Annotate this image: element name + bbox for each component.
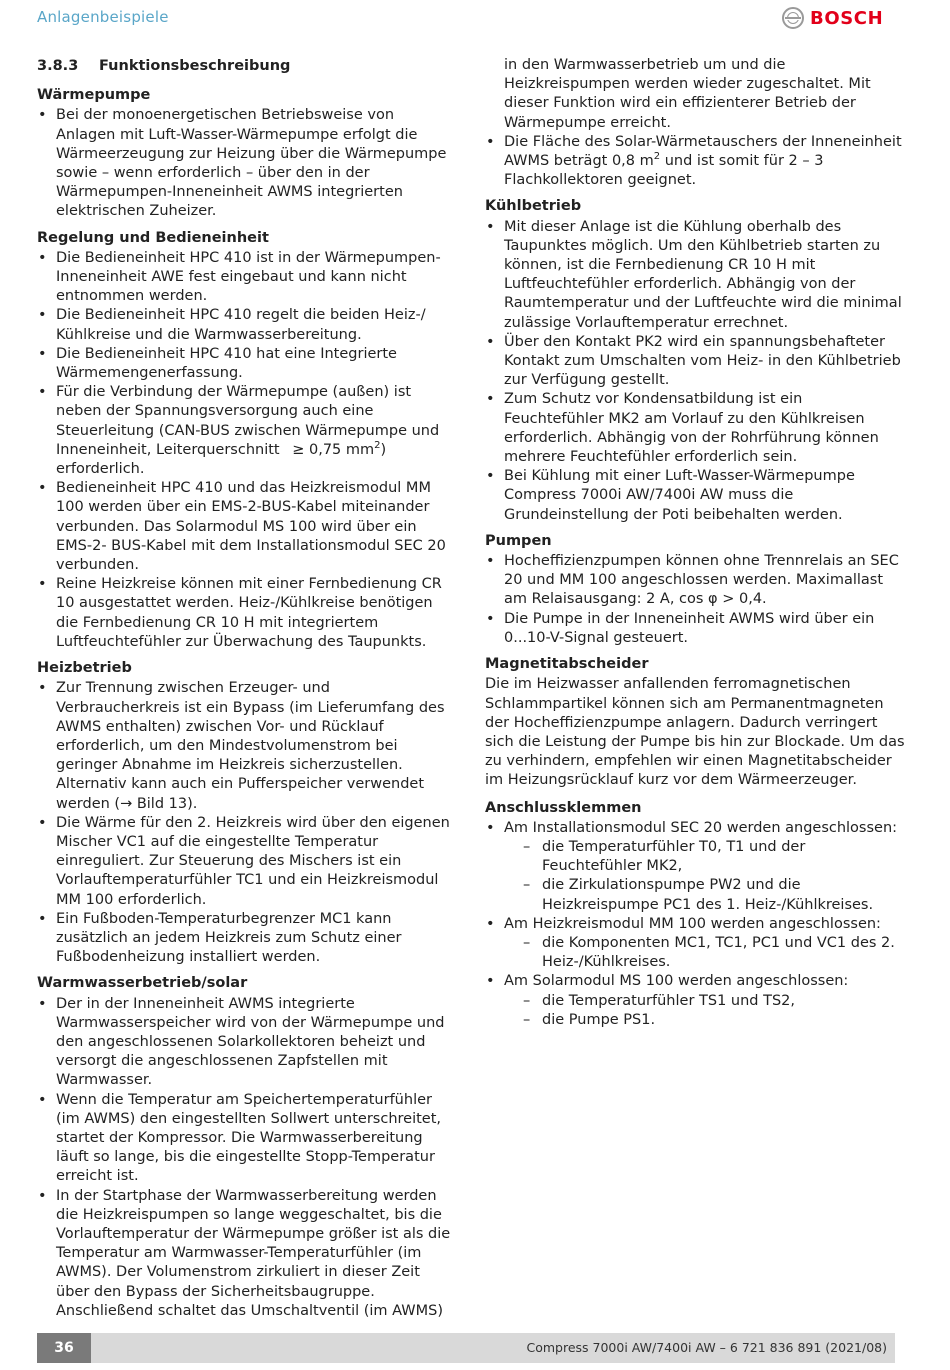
page-number: 36 [37,1333,91,1363]
list-item [485,972,905,1030]
list-warmwasser-continued [485,56,905,190]
list-kuehlbetrieb [485,218,905,525]
list-item: • Die Bedieneinheit HPC 410 regelt die beiden Heiz-/ Kühlkreise und die Warmwasserbereitung. [37,306,457,344]
list-item: • Der in der Inneneinheit AWMS integrierte Warmwasserspeicher wird von der Wärmepumpe und den angeschlossenen Solarkollektoren beheizt und versorgt die angeschlossenen Zapfstellen mit Warmwasser. [37,995,457,1091]
right-column [485,56,905,1034]
list-item [485,819,905,915]
section-heading [37,57,457,76]
list-item: • Die Wärme für den 2. Heizkreis wird über den eigenen Mischer VC1 auf die eingestellte Temperatur einreguliert. Zur Steuerung des Mischers ist ein Vorlauftemperaturfühler TC1 und ein Heizkreismodul MM 100 erforderlich. [37,814,457,910]
list-item: • In der Startphase der Warmwasserbereitung werden die Heizkreispumpen so lange weggeschaltet, bis die Vorlauftemperatur der Wärmepumpe größer ist als die Temperatur am Warmwasser-Temperaturfühler (im AWMS). Der Volumenstrom zirkuliert in dieser Zeit über den Bypass der Sicherheitsbaugruppe. Anschließend schaltet das Umschaltventil (im AWMS) [37,1187,457,1321]
list-item: • Hocheffizienzpumpen können ohne Trennrelais an SEC 20 und MM 100 angeschlossen werden. Maximallast am Relaisausgang: 2 A, cos φ > 0,4. [485,552,905,610]
sublist-item: – die Temperaturfühler TS1 und TS2, [504,992,905,1011]
paragraph-magnetit: Die im Heizwasser anfallenden ferromagnetischen Schlammpartikel können sich am Permanentmagneten der Hocheffizienzpumpe anlagern. Dadurch verringert sich die Leistung der Pumpe bis hin zur Blockade. Um das zu verhindern, empfehlen wir einen Magnetitabscheider im Heizungsrücklauf kurz vor dem Wärmeerzeuger. [485,676,905,789]
continuation-text: in den Warmwasserbetrieb um und die Heizkreispumpen werden wieder zugeschaltet. Mit dieser Funktion wird ein effizienterer Betrieb der Wärmepumpe erreicht. [504,57,871,131]
list-warmwasser [37,995,457,1321]
subheading-waermepumpe: Wärmepumpe [37,87,151,104]
page-footer [37,1333,895,1363]
subheading-kuehlbetrieb: Kühlbetrieb [485,198,582,215]
list-regelung [37,249,457,652]
sublist-item: – die Temperaturfühler T0, T1 und der Feuchtefühler MK2, [504,838,905,876]
subheading-magnetit: Magnetitabscheider [485,656,649,673]
list-item: • Ein Fußboden-Temperaturbegrenzer MC1 kann zusätzlich an jedem Heizkreis zum Schutz einer Fußbodenheizung installiert werden. [37,910,457,968]
document-reference: Compress 7000i AW/7400i AW – 6 721 836 891 (2021/08) [526,1340,887,1355]
subheading-heizbetrieb: Heizbetrieb [37,660,132,677]
list-item: • Zur Trennung zwischen Erzeuger- und Verbraucherkreis ist ein Bypass (im Lieferumfang des AWMS enthalten) zwischen Vor- und Rücklauf erforderlich, um den Mindestvolumenstrom bei geringer Abnahme im Heizkreis sicherzustellen. Alternativ kann auch ein Pufferspeicher verwendet werden (→ Bild 13). [37,679,457,813]
sublist-item: – die Zirkulationspumpe PW2 und die Heizkreispumpe PC1 des 1. Heiz-/Kühlkreises. [504,876,905,914]
list-item: • Über den Kontakt PK2 wird ein spannungsbehafteter Kontakt zum Umschalten vom Heiz- in den Kühlbetrieb zur Verfügung gestellt. [485,333,905,391]
solar-sup: 2 [653,151,661,163]
left-column [37,56,457,1325]
section-title: Funktionsbeschreibung [99,58,291,74]
list-anschluss [485,819,905,1030]
list-item-text: Am Installationsmodul SEC 20 werden angeschlossen: [504,819,898,836]
bosch-armature-icon [782,7,804,29]
sublist-item: – die Pumpe PS1. [504,1011,905,1030]
brand-name: BOSCH [810,7,884,29]
cable-value: ≥ 0,75 mm [292,441,375,458]
list-heizbetrieb [37,679,457,967]
bosch-logo [782,7,883,29]
list-item: • Bei der monoenergetischen Betriebsweise von Anlagen mit Luft-Wasser-Wärmepumpe erfolgt die Wärmeerzeugung zur Heizung über die Wärmepumpe sowie – wenn erforderlich – über den in der Wärmepumpen-Inneneinheit AWMS integrierten elektrischen Zuheizer. [37,106,457,221]
list-waermepumpe [37,106,457,221]
list-item: • Bedieneinheit HPC 410 und das Heizkreismodul MM 100 werden über ein EMS-2-BUS-Kabel miteinander verbunden. Das Solarmodul MS 100 wird über ein EMS-2- BUS-Kabel mit dem Installationsmodul SEC 20 verbunden. [37,479,457,575]
list-item-text: Am Heizkreismodul MM 100 werden angeschlossen: [504,915,881,932]
sublist [504,838,905,915]
list-item-solar [485,133,905,191]
list-item-text: Am Solarmodul MS 100 werden angeschlossen: [504,973,849,990]
list-item: • Mit dieser Anlage ist die Kühlung oberhalb des Taupunktes möglich. Um den Kühlbetrieb starten zu können, ist die Fernbedienung CR 10 H mit Luftfeuchtefühler erforderlich. Abhängig von der Raumtemperatur und der Luftfeuchte wird die minimal zulässige Vorlauftemperatur errechnet. [485,218,905,333]
list-item: • Zum Schutz vor Kondensatbildung ist ein Feuchtefühler MK2 am Vorlauf zu den Kühlkreisen erforderlich. Abhängig von der Rohrführung können mehrere Feuchtefühler erforderlich sein. [485,390,905,467]
list-item [485,915,905,973]
list-item: • Die Bedieneinheit HPC 410 hat eine Integrierte Wärmemengenerfassung. [37,345,457,383]
subheading-warmwasser: Warmwasserbetrieb/solar [37,975,248,992]
sublist [504,934,905,972]
list-pumpen [485,552,905,648]
solar-tail: und ist somit für 2 – 3 Flachkollektoren geeignet. [504,153,824,189]
sublist [504,992,905,1030]
running-header: Anlagenbeispiele [37,8,169,26]
list-item-cable [37,383,457,479]
sublist-item: – die Komponenten MC1, TC1, PC1 und VC1 des 2. Heiz-/Kühlkreises. [504,934,905,972]
cable-text: Für die Verbindung der Wärmepumpe (außen) ist neben der Spannungsversorgung auch eine Steuerleitung (CAN-BUS zwischen Wärmepumpe und Inneneinheit, Leiterquerschnitt [56,384,440,458]
list-item: • Die Bedieneinheit HPC 410 ist in der Wärmepumpen-Inneneinheit AWE fest eingebaut und kann nicht entnommen werden. [37,249,457,307]
solar-text: Die Fläche des Solar-Wärmetauschers der Inneneinheit AWMS beträgt 0,8 m [504,133,902,170]
subheading-pumpen: Pumpen [485,532,552,549]
list-item-continuation [485,56,905,133]
section-number: 3.8.3 [37,58,79,74]
list-item: • Bei Kühlung mit einer Luft-Wasser-Wärmepumpe Compress 7000i AW/7400i AW muss die Grundeinstellung der Poti beibehalten werden. [485,467,905,525]
list-item: • Reine Heizkreise können mit einer Fernbedienung CR 10 ausgestattet werden. Heiz-/Kühlkreise benötigen die Fernbedienung CR 10 H mit integriertem Luftfeuchtefühler zur Überwachung des Taupunkts. [37,575,457,652]
cable-tail: ) erforderlich. [56,441,387,478]
cable-value-sup: 2 [374,440,381,452]
list-item: • Die Pumpe in der Inneneinheit AWMS wird über ein 0...10-V-Signal gesteuert. [485,610,905,648]
subheading-anschluss: Anschlussklemmen [485,799,642,816]
list-item: • Wenn die Temperatur am Speichertemperaturfühler (im AWMS) den eingestellten Sollwert unterschreitet, startet der Kompressor. Die Warmwasserbereitung läuft so lange, bis die eingestellte Stopp-Temperatur erreicht ist. [37,1091,457,1187]
subheading-regelung: Regelung und Bedieneinheit [37,229,269,246]
